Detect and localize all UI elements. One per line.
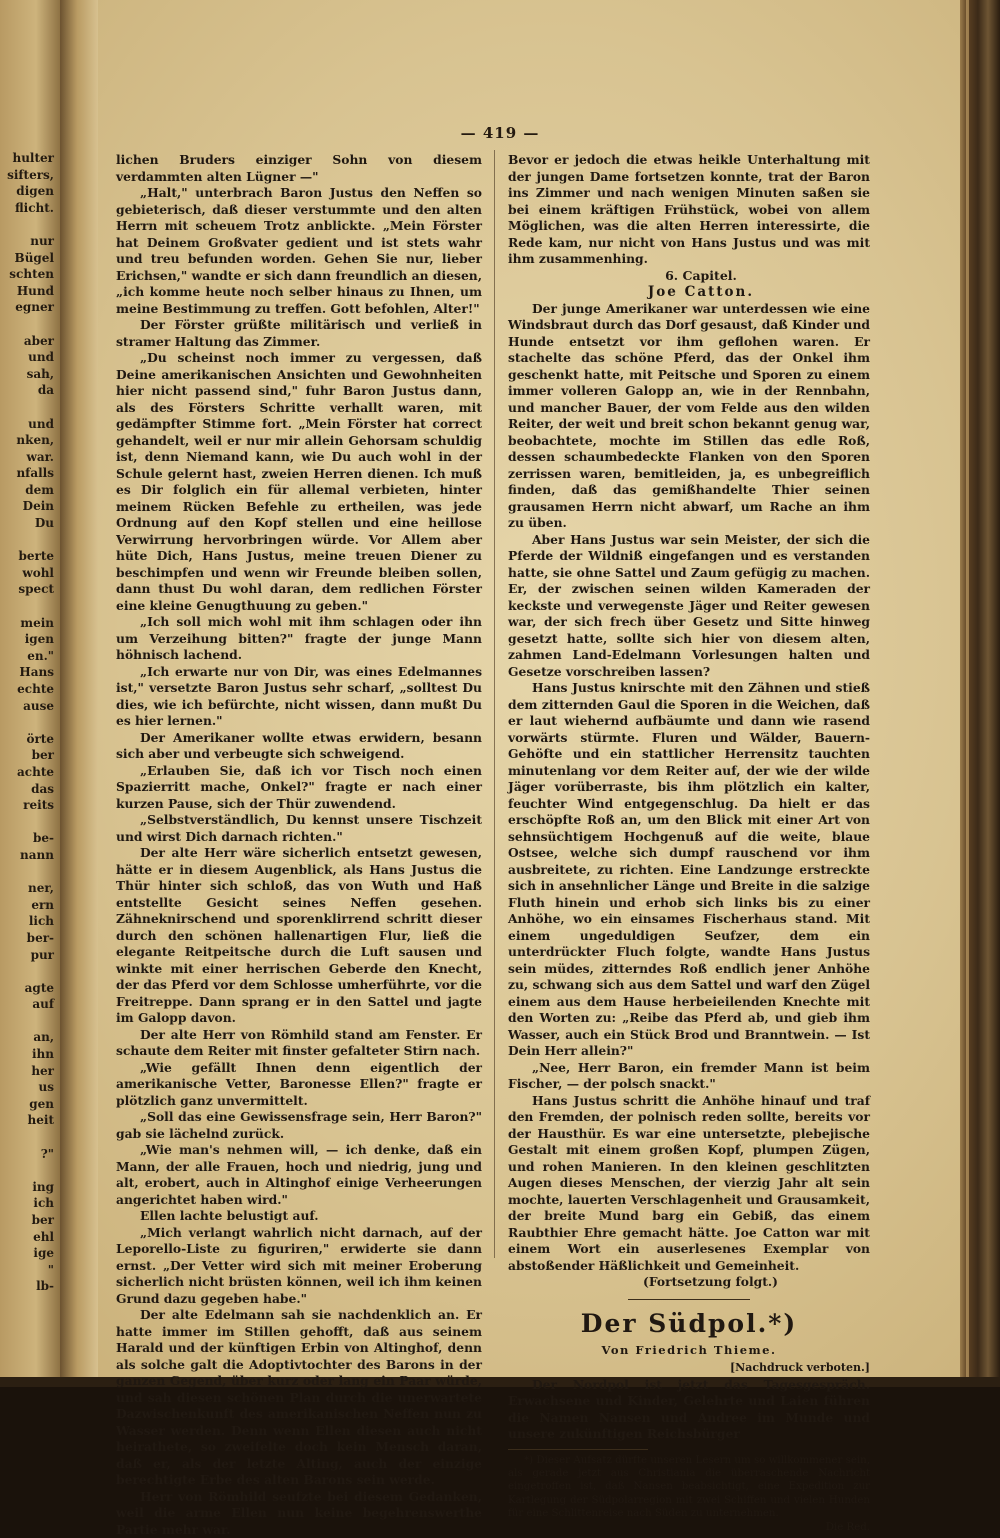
paragraph: „Wie gefällt Ihnen denn eigentlich der amerikanische Vetter, Baronesse Ellen?" fragte er plötzlich ganz unvermittelt. (116, 1060, 482, 1110)
text-fragment: an, (0, 1029, 54, 1046)
text-fragment (0, 1013, 54, 1030)
text-fragment: das (0, 781, 54, 798)
text-fragment: Bügel (0, 250, 54, 267)
previous-page-edge (0, 0, 60, 1387)
text-fragment: ern (0, 897, 54, 914)
footnote-rule (508, 1449, 648, 1450)
left-text-column (116, 152, 482, 1538)
paragraph: Ellen lachte belustigt auf. (116, 1208, 482, 1225)
text-fragment (0, 1162, 54, 1179)
text-fragment (0, 316, 54, 333)
text-fragment: ?" (0, 1146, 54, 1163)
text-fragment (0, 864, 54, 881)
text-fragment (0, 1129, 54, 1146)
text-fragment: flicht. (0, 200, 54, 217)
paragraph: Der Amerikaner wollte etwas erwidern, besann sich aber und verbeugte sich schweigend. (116, 730, 482, 763)
text-fragment: ber- (0, 930, 54, 947)
paragraph: „Ich soll mich wohl mit ihm schlagen oder ihn um Verzeihung bitten?" fragte der junge Mann höhnisch lachend. (116, 614, 482, 664)
book-binding (960, 0, 1000, 1387)
paragraph: Herr von Römhild seufzte bei diesem Gedanken, weil die arme Ellen nun keine begehrenswerthe Partie mehr war. (116, 1489, 482, 1538)
text-fragment: us (0, 1079, 54, 1096)
text-fragment: Du (0, 515, 54, 532)
text-fragment: aber (0, 333, 54, 350)
text-fragment: Dein (0, 498, 54, 515)
paragraph: „Erlauben Sie, daß ich vor Tisch noch einen Spazierritt mache, Onkel?" fragte er nach einer kurzen Pause, sich der Thür zuwendend. (116, 763, 482, 813)
text-fragment: berte (0, 548, 54, 565)
footnote-text: *) Dieser Aufsatz dürfte unseren Lesern um so willkommener sein, als gerade jetzt aus Christiania die überraschende Nachricht eingetroffen ist, daß Nansen beabsichtigt, eine Expedition zur Kartlegung der Südpolarregion mit zwei Schiffen und vielen Hunden für eine Schlittenreise nach Süden zu unternehmen. (508, 1454, 870, 1521)
paragraph: Hans Justus knirschte mit den Zähnen und stieß dem zitternden Gaul die Sporen in die Weichen, daß er laut wiehernd aufbäumte und dann wie rasend vorwärts stürmte. Fluren und Wälder, Bauern-Gehöfte und ein stattlicher Herrensitz tauchten minutenlang vor dem Reiter auf, der wie der wilde Jäger vorüberraste, bis ihm plötzlich ein kalter, feuchter Wind entgegenschlug. Da hielt er das erschöpfte Roß an, um den Blick mit einer Art von sehnsüchtigem Hochgenuß auf die weite, blaue Ostsee, welche sich dumpf rauschend vor ihm ausbreitete, zu richten. Eine Landzunge erstreckte sich in ansehnlicher Länge und Breite in die salzige Fluth hinein und erhob sich links bis zu einer Anhöhe, wo ein einsames Fischerhaus stand. Mit einem ungeduldigen Seufzer, dem ein unterdrückter Fluch folgte, wandte Hans Justus sein müdes, zitterndes Roß endlich jener Anhöhe zu, schwang sich aus dem Sattel und warf den Zügel einem aus dem Hause herbeieilenden Knechte mit den Worten zu: „Reibe das Pferd ab, und gieb ihm Wasser, auch ein Stück Brod und Branntwein. — Ist Dein Herr allein?" (508, 680, 870, 1060)
text-fragment: en." (0, 648, 54, 665)
text-fragment: lb- (0, 1278, 54, 1295)
text-fragment: achte (0, 764, 54, 781)
page-number: — 419 — (460, 124, 540, 142)
text-fragment (0, 532, 54, 549)
paragraph: Hans Justus schritt die Anhöhe hinauf und traf den Fremden, der polnisch reden sollte, bereits vor der Hausthür. Es war eine untersetzte, plebejische Gestalt mit einem großen Kopf, plumpen Zügen, und rohen Manieren. In den kleinen geschlitzten Augen dieses Menschen, der vierzig Jahr alt sein mochte, lauerten Verschlagenheit und Grausamkeit, der breite Mund barg ein Gebiß, das einem Raubthier Ehre gemacht hätte. Joe Catton war mit einem Wort ein auserlesenes Exemplar von abstoßender Häßlichkeit und Gemeinheit. (508, 1093, 870, 1275)
text-fragment: mein (0, 615, 54, 632)
text-fragment: war. (0, 449, 54, 466)
text-fragment: nken, (0, 432, 54, 449)
paragraph: Der alte Herr wäre sicherlich entsetzt gewesen, hätte er in diesem Augenblick, als Hans Justus die Thür hinter sich schloß, das von Wuth und Haß entstellte Gesicht seines Neffen gesehen. Zähneknirschend und sporenklirrend schritt dieser durch den schönen hallenartigen Flur, ließ die elegante Reitpeitsche durch die Luft sausen und winkte mit einer herrischen Geberde den Knecht, der das Pferd vor dem Schlosse umherführte, vor die Freitreppe. Dann sprang er in den Sattel und jagte im Galopp davon. (116, 845, 482, 1027)
footnote-signature: Die Red. (508, 1521, 870, 1534)
text-fragment (0, 598, 54, 615)
text-fragment: ich (0, 1195, 54, 1212)
text-fragment: spect (0, 581, 54, 598)
chapter-heading: 6. Capitel. (508, 268, 870, 285)
text-fragment: und (0, 416, 54, 433)
book-gutter (60, 0, 98, 1387)
text-fragment: ige (0, 1245, 54, 1262)
text-fragment: sah, (0, 366, 54, 383)
text-fragment: Hans (0, 664, 54, 681)
paragraph: „Wie man's nehmen will, — ich denke, daß ein Mann, der alle Frauen, hoch und niedrig, jung und alt, erobert, auch in Altinghof einige Verheerungen angerichtet haben wird." (116, 1142, 482, 1208)
paragraph: Der junge Amerikaner war unterdessen wie eine Windsbraut durch das Dorf gesaust, daß Kinder und Hunde entsetzt vor ihm geflohen waren. Er stachelte das schöne Pferd, das der Onkel ihm geschenkt hatte, mit Peitsche und Sporen zu einem immer volleren Galopp an, wie in der Rennbahn, und mancher Bauer, der vom Felde aus den wilden Reiter, der weit und breit schon bekannt genug war, beobachtete, mochte im Stillen das edle Roß, dessen schaumbedeckte Flanken von den Sporen zerrissen waren, bemitleiden, ja, es unbegreiflich finden, daß das gemißhandelte Thier seinen grausamen Herrn nicht abwarf, um Rache an ihm zu üben. (508, 301, 870, 532)
text-fragment: gen (0, 1096, 54, 1113)
paragraph: Der alte Edelmann sah sie nachdenklich an. Er hatte immer im Stillen gehofft, daß aus seinem Harald und der künftigen Erbin von Altinghof, denn als solche galt die Adoptivtochter des Barons in der ganzen Gegend, über kurz oder lang ein Paar würde, und sah diesen schönen Plan durch die unerwartete Dazwischenkunft des amerikanischen Neffen nun zu Wasser werden. Denn wenn Ellen diesen auch nicht heirathete, so zweifelte doch kein Mensch daran, daß er, als der letzte Alting, auch der einzige berechtigte Erbe des alten Barons sein werde. (116, 1307, 482, 1489)
continued-note: (Fortsetzung folgt.) (508, 1274, 870, 1291)
text-fragment: nfalls (0, 465, 54, 482)
text-fragment: nur (0, 233, 54, 250)
text-fragment: heit (0, 1112, 54, 1129)
text-fragment: ner, (0, 880, 54, 897)
text-fragment: hulter (0, 150, 54, 167)
text-fragment: reits (0, 797, 54, 814)
text-fragment: her (0, 1063, 54, 1080)
text-fragment: wohl (0, 565, 54, 582)
paragraph: lichen Bruders einziger Sohn von diesem verdammten alten Lügner —" (116, 152, 482, 185)
text-fragment: ause (0, 698, 54, 715)
footnote (508, 1454, 870, 1534)
text-fragment: ehl (0, 1229, 54, 1246)
article-title: Der Südpol.*) (508, 1308, 870, 1340)
text-fragment (0, 714, 54, 731)
text-fragment: agte (0, 980, 54, 997)
paragraph: Der alte Herr von Römhild stand am Fenster. Er schaute dem Reiter mit finster gefalteter Stirn nach. (116, 1027, 482, 1060)
text-fragment: " (0, 1262, 54, 1279)
chapter-title: Joe Catton. (508, 284, 870, 301)
paragraph: „Du scheinst noch immer zu vergessen, daß Deine amerikanischen Ansichten und Gewohnheiten hier nicht passend sind," fuhr Baron Justus dann, als des Försters Schritte verhallt waren, mit gedämpfter Stimme fort. „Mein Förster hat correct gehandelt, weil er nur mir allein Gehorsam schuldig ist, denn Niemand kann, wie Du auch wohl in der Schule gelernt hast, zweien Herren dienen. Ich muß es Dir folglich ein für allemal verbieten, hinter meinem Rücken Befehle zu ertheilen, was jede Ordnung auf den Kopf stellen und eine heillose Verwirrung hervorbringen würde. Vor Allem aber hüte Dich, Hans Justus, meine treuen Diener zu beschimpfen und wenn wir Freunde bleiben sollen, dann thust Du wohl daran, dem redlichen Förster eine kleine Genugthuung zu geben." (116, 350, 482, 614)
chapter-paragraphs (508, 301, 870, 1275)
text-fragment: sifters, (0, 167, 54, 184)
text-fragment: lich (0, 913, 54, 930)
text-fragment (0, 216, 54, 233)
text-fragment: ing (0, 1179, 54, 1196)
text-fragment: nann (0, 847, 54, 864)
paragraph: „Halt," unterbrach Baron Justus den Neffen so gebieterisch, daß dieser verstummte und den alten Herrn mit scheuem Trotz anblickte. „Mein Förster hat Deinem Großvater gedient und ist stets wahr und treu befunden worden. Gehen Sie nur, lieber Erichsen," wandte er sich dann freundlich an diesen, „ich komme heute noch selber hinaus zu Ihnen, um meine Bestimmung zu treffen. Gott befohlen, Alter!" (116, 185, 482, 317)
paragraph: „Mich verlangt wahrlich nicht darnach, auf der Leporello-Liste zu figuriren," erwiderte sie dann ernst. „Der Vetter wird sich mit meiner Eroberung sicherlich nicht brüsten können, weil ich ihm keinen Grund dazu gegeben habe." (116, 1225, 482, 1308)
text-fragment: schten (0, 266, 54, 283)
paragraph: Bevor er jedoch die etwas heikle Unterhaltung mit der jungen Dame fortsetzen konnte, trat der Baron ins Zimmer und nach wenigen Minuten saßen sie bei einem kräftigen Frühstück, wobei von allem Möglichen, was die alten Herren interessirte, die Rede kam, nur nicht von Hans Justus und was mit ihm zusammenhing. (508, 152, 870, 268)
text-fragment: egner (0, 299, 54, 316)
text-fragment: da (0, 382, 54, 399)
text-fragment: dem (0, 482, 54, 499)
text-fragment: ihn (0, 1046, 54, 1063)
text-fragment (0, 399, 54, 416)
text-fragment: igen (0, 631, 54, 648)
text-fragment: echte (0, 681, 54, 698)
section-rule (628, 1299, 750, 1300)
article-author: Von Friedrich Thieme. (508, 1342, 870, 1359)
article-paragraph: Der Nordpol ist jetzt das Tagesgespräch. Erwachsene und Kinder, Gelehrte und Laien führen die Namen Nansen und Andree im Munde und unsere zukünftigen Reichsbürger (508, 1377, 870, 1443)
paragraph: „Ich erwarte nur von Dir, was eines Edelmannes ist," versetzte Baron Justus sehr scharf, „solltest Du dies, wie ich befürchte, nicht wissen, dann mußt Du es hier lernen." (116, 664, 482, 730)
paragraph: Aber Hans Justus war sein Meister, der sich die Pferde der Wildniß eingefangen und es verstanden hatte, sie ohne Sattel und Zaum gefügig zu machen. Er, der zwischen seinen wilden Kameraden der keckste und verwegenste Jäger und Reiter gewesen war, der sich frech über Gesetz und Sitte hinweg gesetzt hatte, sollte sich hier von diesem alten, zahmen Land-Edelmann Vorlesungen halten und Gesetze vorschreiben lassen? (508, 532, 870, 681)
paragraph: „Selbstverständlich, Du kennst unsere Tischzeit und wirst Dich darnach richten." (116, 812, 482, 845)
paragraph: Der Förster grüßte militärisch und verließ in stramer Haltung das Zimmer. (116, 317, 482, 350)
text-fragment (0, 963, 54, 980)
text-fragment: Hund (0, 283, 54, 300)
copyright-note: [Nachdruck verboten.] (508, 1360, 870, 1377)
paragraph: „Soll das eine Gewissensfrage sein, Herr Baron?" gab sie lächelnd zurück. (116, 1109, 482, 1142)
text-fragment (0, 814, 54, 831)
right-text-column (508, 152, 870, 1534)
text-fragment: pur (0, 947, 54, 964)
paragraph: „Nee, Herr Baron, ein fremder Mann ist beim Fischer, — der polsch snackt." (508, 1060, 870, 1093)
previous-page-text-fragments (0, 0, 54, 1295)
column-divider (494, 150, 495, 1258)
text-fragment: digen (0, 183, 54, 200)
text-fragment: ber (0, 747, 54, 764)
text-fragment: be- (0, 830, 54, 847)
text-fragment: örte (0, 731, 54, 748)
text-fragment: und (0, 349, 54, 366)
text-fragment: ber (0, 1212, 54, 1229)
text-fragment: auf (0, 996, 54, 1013)
